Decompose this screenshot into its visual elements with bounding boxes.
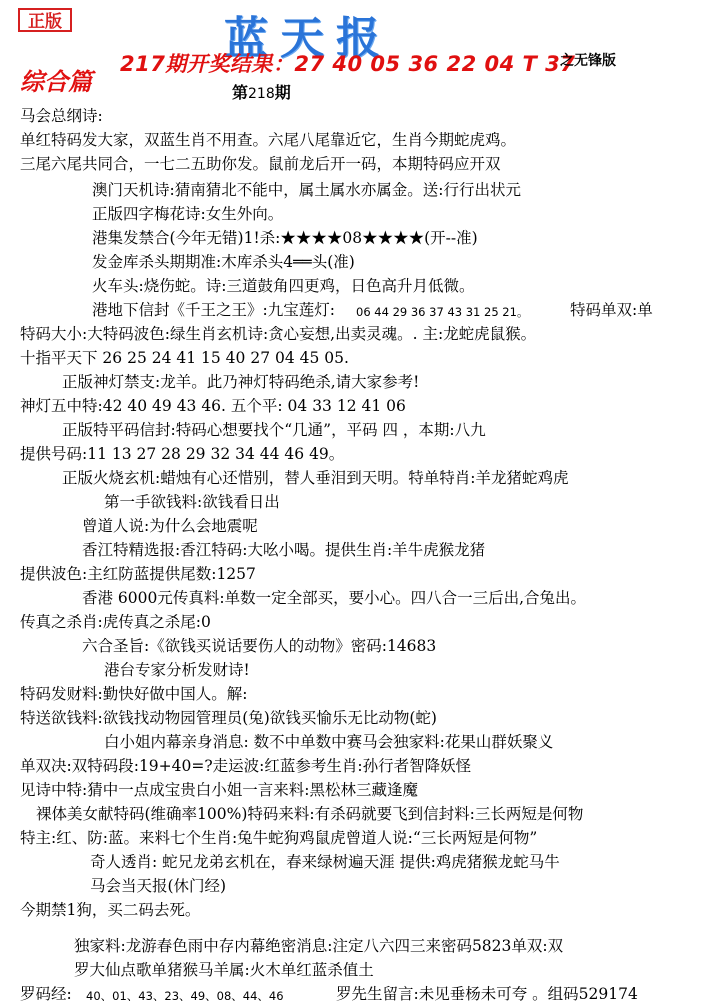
text-line: 罗码经: xyxy=(20,985,72,1003)
issue-prefix: 第 xyxy=(232,83,249,102)
text-line: 特送欲钱料:欲钱找动物园管理员(兔)欲钱买愉乐无比动物(蛇) xyxy=(20,709,437,727)
text-line: 马会当天报(休门经) xyxy=(90,877,227,895)
text-line: 正版特平码信封:特码心想要找个“几通”，平码 四 ，本期:八九 xyxy=(62,421,486,439)
text-line: 提供号码:11 13 27 28 29 32 34 44 46 49。 xyxy=(20,445,345,463)
section-title: 综合篇 xyxy=(20,67,92,96)
text-line: 特码发财料:勤快好做中国人。解: xyxy=(20,685,248,703)
text-line: 曾道人说:为什么会地震呢 xyxy=(82,517,258,535)
genuine-badge: 正版 xyxy=(18,8,72,32)
text-line: 奇人透肖: 蛇兄龙弟玄机在，春来绿树遍天涯 提供:鸡虎猪猴龙蛇马牛 xyxy=(90,853,560,871)
text-line: 六合圣旨:《欲钱买说话要伤人的动物》密码:14683 xyxy=(82,637,437,655)
issue-value: 218 xyxy=(248,86,275,102)
text-line: 香江特精选报:香江特码:大吆小喝。提供生肖:羊牛虎猴龙猪 xyxy=(82,541,486,559)
number-line: 06 44 29 36 37 43 31 25 21。 xyxy=(356,305,529,319)
number-line: 特码单双:单 xyxy=(570,301,653,319)
text-line: 提供波色:主红防蓝提供尾数:1257 xyxy=(20,565,256,583)
text-line: 特码大小:大特码波色:绿生肖玄机诗:贪心妄想,出卖灵魂。. 主:龙蛇虎鼠猴。 xyxy=(20,325,537,343)
text-line: 正版神灯禁支:龙羊。此乃神灯特码绝杀,请大家参考! xyxy=(62,373,420,391)
text-line: 裸体美女献特码(维确率100%)特码来料:有杀码就要飞到信封料:三长两短是何物 xyxy=(36,805,584,823)
edition-label: 之无锋版 xyxy=(560,53,616,69)
text-line: 今期禁1狗，买二码去死。 xyxy=(20,901,201,919)
text-line: 发金库杀头期期准:木库杀头4══头(准) xyxy=(92,253,355,271)
text-line: 第一手欲钱料:欲钱看日出 xyxy=(104,493,280,511)
text-line: 十指平天下 26 25 24 41 15 40 27 04 45 05. xyxy=(20,349,349,367)
text-line: 特主:红、防:蓝。来料七个生肖:兔牛蛇狗鸡鼠虎曾道人说:“三长两短是何物” xyxy=(20,829,538,847)
text-line: 火车头:烧伤蛇。诗:三道鼓角四更鸡，日色高升月低微。 xyxy=(92,277,475,295)
text-line: 神灯五中特:42 40 49 43 46. 五个平: 04 33 12 41 06 xyxy=(20,397,406,415)
text-line: 白小姐内幕亲身消息: 数不中单数中赛马会独家料:花果山群妖聚义 xyxy=(104,733,554,751)
text-line: 单红特码发大家，双蓝生肖不用查。六尾八尾靠近它，生肖今期蛇虎鸡。 xyxy=(20,131,517,149)
issue-number xyxy=(232,80,291,103)
text-line: 澳门天机诗:猜南猜北不能中，属土属水亦属金。送:行行出状元 xyxy=(92,181,521,199)
text-line: 罗大仙点歌单猪猴马羊属:火木单红蓝杀值土 xyxy=(74,961,374,979)
text-line: 正版四字梅花诗:女生外向。 xyxy=(92,205,284,223)
number-line: 40、01、43、23、49、08、44、46 xyxy=(86,989,284,1003)
text-line: 港地下信封《千王之王》:九宝莲灯: xyxy=(92,301,335,319)
draw-result: 217期开奖结果：27 40 05 36 22 04 T 37 xyxy=(120,52,576,76)
issue-suffix: 期 xyxy=(274,83,291,102)
text-line: 单双决:双特码段:19+40=?走运波:红蓝参考生肖:孙行者智降妖怪 xyxy=(20,757,472,775)
text-line: 传真之杀肖:虎传真之杀尾:0 xyxy=(20,613,211,631)
text-line: 港集发禁合(今年无错)1!杀:★★★★08★★★★(开--准) xyxy=(92,229,478,247)
text-line: 三尾六尾共同合，一七二五助你发。鼠前龙后开一码，本期特码应开双 xyxy=(20,155,501,173)
text-line: 正版火烧玄机:蜡烛有心还惜别，替人垂泪到天明。特单特肖:羊龙猪蛇鸡虎 xyxy=(62,469,569,487)
text-line: 港台专家分析发财诗! xyxy=(104,661,250,679)
text-line: 罗先生留言:未见垂杨未可夸 。组码529174 xyxy=(336,985,638,1003)
text-line: 马会总纲诗: xyxy=(20,107,103,125)
text-line: 独家料:龙游春色雨中存内幕绝密消息:注定八六四三来密码5823单双:双 xyxy=(74,937,564,955)
text-line: 见诗中特:猜中一点成宝贵白小姐一言来料:黑松林三藏逢魔 xyxy=(20,781,418,799)
text-line: 香港 6000元传真料:单数一定全部买，要小心。四八合一三后出,合兔出。 xyxy=(82,589,587,607)
page-title: 蓝天报 xyxy=(224,13,392,64)
